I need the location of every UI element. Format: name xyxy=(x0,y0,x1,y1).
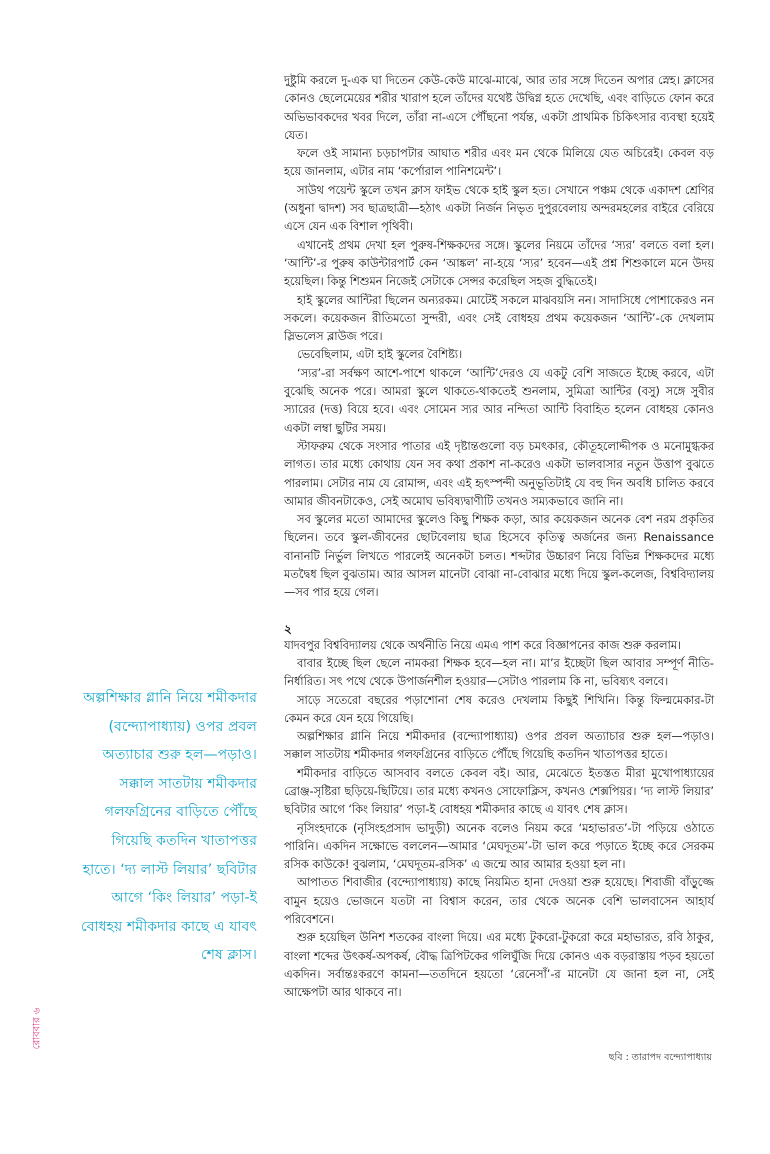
article-paragraph: হাই স্কুলের আন্টিরা ছিলেন অন্যরকম। মোটেই সকলে মাঝবয়সি নন। সাদাসিধে পোশাকেরও নন সকলে। কয়েকজন রীতিমতো সুন্দরী, এবং সেই বোধহয় প্রথম কয়েকজন ‘আন্টি’-কে দেখলাম স্লিভলেস ব্লাউজ পরে। xyxy=(284,293,714,344)
article-paragraph: নৃসিংহদাকে (নৃসিংহপ্রসাদ ভাদুড়ী) অনেক বলেও নিয়ম করে ‘মহাভারত’-টা পড়িয়ে ওঠাতে পারিনি। একদিন সক্ষোভে বললেন—আমার ‘মেঘদূতম’-টা ভাল করে পড়াতে ইচ্ছে করে সেরকম রসিক কাউকে! বুঝলাম, ‘মেঘদূতম-রসিক’ এ জন্মে আর আমার হওয়া হল না। xyxy=(284,821,714,872)
article-paragraph: সাড়ে সতেরো বছরের পড়াশোনা শেষ করেও দেখলাম কিছুই শিখিনি। কিন্তু ফিল্মমেকার-টা কেমন করে যেন হয়ে গিয়েছি। xyxy=(284,693,714,725)
article-paragraph: আপাতত শিবাজীর (বন্দ্যোপাধ্যায়) কাছে নিয়মিত হানা দেওয়া শুরু হয়েছে। শিবাজী বাঁড়ুজ্জে বামুন হয়েও ভোজনে যতটা না বিশ্বাস করেন, তার থেকে অনেক বেশি ভালবাসেন আহার্য পরিবেশনে। xyxy=(284,876,714,927)
article-paragraph: বাবার ইচ্ছে ছিল ছেলে নামকরা শিক্ষক হবে—হল না। মা’র ইচ্ছেটা ছিল আবার সম্পূর্ণ নীতি-নির্ধারিত। সৎ পথে থেকে উপার্জনশীল হওয়ার—সেটাও পারলাম কি না, ভবিষ্যৎ বলবে। xyxy=(284,656,714,689)
article-paragraph: যাদবপুর বিশ্ববিদ্যালয় থেকে অর্থনীতি নিয়ে এমএ পাশ করে বিজ্ঞাপনের কাজ শুরু করলাম। xyxy=(284,638,682,652)
article-paragraph: স্টাফরুম থেকে সংসার পাতার এই দৃষ্টান্তগুলো বড় চমৎকার, কৌতূহলোদ্দীপক ও মনোমুগ্ধকর লাগত। তার মধ্যে কোথায় যেন সব কথা প্রকাশ না-করেও একটা ভালবাসার নতুন উত্তাপ বুঝতে পারলাম। সেটার নাম যে রোমান্স, এবং এই হৃৎস্পন্দী অনুভূতিটাই যে বহু দিন অবধি চালিত করবে আমার জীবনটাকেও, সেই অমোঘ ভবিষ্যদ্বাণীটি তখনও সম্যকভাবে জানি না। xyxy=(284,439,714,508)
photo-credit: ছবি : তারাপদ বন্দ্যোপাধ্যায় xyxy=(608,1052,712,1063)
article-body xyxy=(284,72,714,1003)
section-number: ২ xyxy=(284,621,292,636)
article-paragraph: শমীকদার বাড়িতে আসবাব বলতে কেবল বই। আর, মেঝেতে ইতস্তত মীরা মুখোপাধ্যায়ের ব্রোঞ্জ-সৃষ্টিরা ছড়িয়ে-ছিটিয়ে। তার মধ্যে কখনও সোফোক্লিস, কখনও শেক্সপিয়র। ‘দ্য লাস্ট লিয়ার’ ছবিটার আগে ‘কিং লিয়ার’ পড়া-ই বোধহয় শমীকদার কাছে এ যাবৎ শেষ ক্লাস। xyxy=(284,766,714,817)
page-footer-tag xyxy=(30,1008,44,1048)
article-paragraph: শুরু হয়েছিল উনিশ শতকের বাংলা দিয়ে। এর মধ্যে টুকরো-টুকরো করে মহাভারত, রবি ঠাকুর, বাংলা শব্দের উৎকর্ষ-অপকর্ষ, বৌদ্ধ ত্রিপিটকের গলিঘুঁজি দিয়ে কোনও এক বড়রাস্তায় পড়ব হয়তো একদিন। সর্বান্তঃকরণে কামনা—ততদিনে হয়তো ‘রেনেসাঁ’-র মানেটা যে জানা হল না, সেই আক্ষেপটা আর থাকবে না। xyxy=(284,931,714,1000)
pull-quote: অল্পশিক্ষার গ্লানি নিয়ে শমীকদার (বন্দ্যোপাধ্যায়) ওপর প্রবল অত্যাচার শুরু হল—পড়াও। সক্কাল সাতটায় শমীকদার গলফগ্রিনের বাড়িতে পৌঁছে গিয়েছি কতদিন খাতাপত্তর হাতে। ‘দ্য লাস্ট লিয়ার’ ছবিটার আগে ‘কিং লিয়ার’ পড়া-ই বোধহয় শমীকদার কাছে এ যাবৎ শেষ ক্লাস। xyxy=(80,690,257,964)
article-paragraph: ‘স্যর’-রা সর্বক্ষণ আশে-পাশে থাকলে ‘আন্টি’দেরও যে একটু বেশি সাজতে ইচ্ছে করবে, এটা বুঝেছি অনেক পরে। আমরা স্কুলে থাকতে-থাকতেই শুনলাম, সুমিত্রা আন্টির (বসু) সঙ্গে সুবীর স্যারের (দত্ত) বিয়ে হবে। এবং সোমেন স্যর আর নন্দিতা আন্টি বিবাহিত হলেন বোধহয় কোনও একটা লম্বা ছুটির সময়। xyxy=(284,366,714,435)
article-paragraph: ভেবেছিলাম, এটা হাই স্কুলের বৈশিষ্ট্য। xyxy=(297,348,463,362)
article-paragraph: সাউথ পয়েন্ট স্কুলে তখন ক্লাস ফাইভ থেকে হাই স্কুল হত। সেখানে পঞ্চম থেকে একাদশ শ্রেণির (অধুনা দ্বাদশ) সব ছাত্রছাত্রী—হঠাৎ একটা নির্জন নিভৃত দুপুরবেলায় অন্দরমহলের বাইরে বেরিয়ে এসে যেন এক বিশাল পৃথিবী। xyxy=(284,183,714,234)
article-paragraph: দুষ্টুমি করলে দু-এক ঘা দিতেন কেউ-কেউ মাঝে-মাঝে, আর তার সঙ্গে দিতেন অপার স্নেহ। ক্লাসের কোনও ছেলেমেয়ের শরীর খারাপ হলে তাঁদের যথেষ্ট উদ্বিগ্ন হতে দেখেছি, এবং বাড়িতে ফোন করে অভিভাবকদের খবর দিলে, তাঁরা না-এসে পৌঁছনো পর্যন্ত, একটা প্রাথমিক চিকিৎসার ব্যবস্থা হয়েই যেত। xyxy=(284,74,714,142)
article-paragraph: সব স্কুলের মতো আমাদের স্কুলেও কিছু শিক্ষক কড়া, আর কয়েকজন অনেক বেশ নরম প্রকৃতির ছিলেন। তবে স্কুল-জীবনের ছোটবেলায় ছাত্র হিসেবে কৃতিত্ব অর্জনের জন্য Renaissance বানানটি নির্ভুল লিখতে পারলেই অনেকটা চলত। শব্দটার উচ্চারণ নিয়ে বিভিন্ন শিক্ষকদের মধ্যে মতদ্বৈধ ছিল বুঝতাম। আর আসল মানেটা বোঝা না-বোঝার মধ্যে দিয়ে স্কুল-কলেজ, বিশ্ববিদ্যালয়—সব পার হয়ে গেল। xyxy=(284,513,714,600)
article-paragraph: এখানেই প্রথম দেখা হল পুরুষ-শিক্ষকদের সঙ্গে। স্কুলের নিয়মে তাঁদের ‘স্যর’ বলতে বলা হল। ‘আন্টি’-র পুরুষ কাউন্টারপার্ট কেন ‘আঙ্কল’ না-হয়ে ‘স্যর’ হবেন—এই প্রশ্ন শিশুকালে মনে উদয় হয়েছিল। কিন্তু শিশুমন নিজেই সেটাকে সেন্সর করেছিল সহজ বুদ্ধিতেই। xyxy=(284,238,714,289)
article-paragraph: ফলে ওই সামান্য চড়চাপটার আঘাত শরীর এবং মন থেকে মিলিয়ে যেত অচিরেই। কেবল বড় হয়ে জানলাম, এটার নাম ‘কর্পোরাল পানিশমেন্ট’। xyxy=(284,147,714,179)
article-paragraph: অল্পশিক্ষার গ্লানি নিয়ে শমীকদার (বন্দ্যোপাধ্যায়) ওপর প্রবল অত্যাচার শুরু হল—পড়াও। সক্কাল সাতটায় শমীকদার গলফগ্রিনের বাড়িতে পৌঁছে গিয়েছি কতদিন খাতাপত্তর হাতে। xyxy=(284,730,714,762)
footer-tag-text: রোববার ৬ xyxy=(31,1007,43,1050)
